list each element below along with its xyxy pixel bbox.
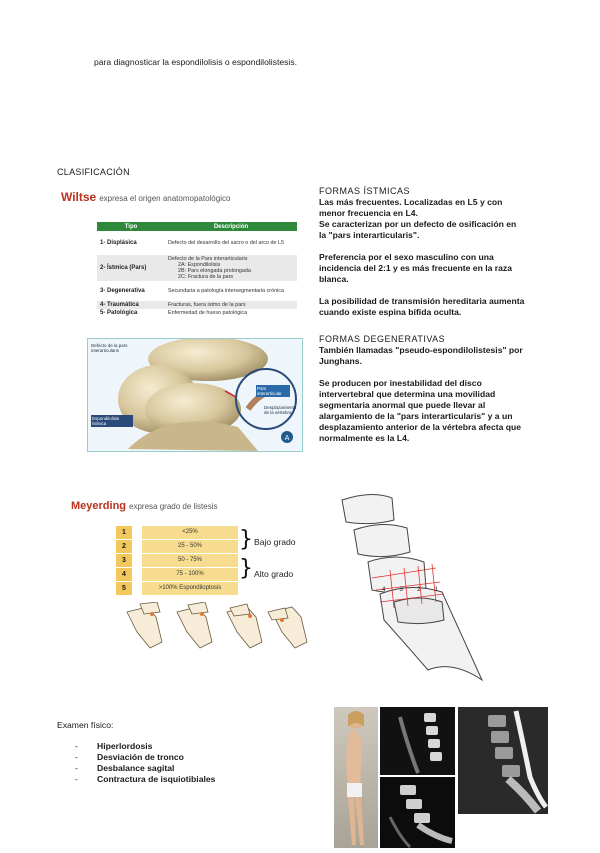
list-item: - Contractura de isquiotibiales <box>75 774 216 784</box>
paragraph: Se producen por inestabilidad del disco intervertebral que determina una movilidad segmentaria anormal que puede llevar al alargamiento de la "pars interarticularis" y a un desplazamiento anterior de la vértebra afecta que normalmente es la L4. <box>319 378 522 443</box>
table-cell: 1- Displásica <box>100 240 137 246</box>
paragraph: Preferencia por el sexo masculino con una incidencia del 2:1 y es más frecuente en la raza blanca. <box>319 252 512 284</box>
sacrum-number: 4 <box>382 587 386 593</box>
table-cell: Secundaria a patología intersegmentaria crónica <box>168 288 284 294</box>
section-title: CLASIFICACIÓN <box>57 167 130 177</box>
sacrum-grading-drawing <box>332 490 492 688</box>
spondylolysis-illustration <box>87 338 303 452</box>
label-desplazamiento: Desplazamiento de la vértebra <box>264 405 297 415</box>
grade-row: 5 >100% Espondiloptosis <box>116 582 238 595</box>
formas-degenerativas-block <box>319 334 551 444</box>
grade-row: 2 25 - 50% <box>116 540 238 553</box>
list-item: - Desbalance sagital <box>75 763 175 773</box>
table-cell: Enfermedad de hueso patológica <box>168 310 248 316</box>
paragraph: También llamadas "pseudo-espondilolistesis" por Junghans. <box>319 345 523 366</box>
list-item: - Hiperlordosis <box>75 741 153 751</box>
intro-text: para diagnosticar la espondilolisis o espondilolistesis. <box>94 57 298 67</box>
table-cell: 5- Patológica <box>100 310 138 316</box>
table-cell: Defecto de la Pars interarticularis 2A: Espondilolisis 2B: Pars elongada prolongada 2C: Fractura de la pars <box>165 255 297 281</box>
sacrum-grade-numbers <box>382 587 438 593</box>
col-descripcion: Descripción <box>165 222 297 231</box>
meyerding-title: Meyerding expresa grado de listesis <box>71 500 218 512</box>
wiltse-table <box>97 222 297 317</box>
slip-diagrams <box>122 602 312 652</box>
label-pars-defect: Defecto de la pars interarticularis <box>91 343 128 353</box>
list-item: - Desviación de tronco <box>75 752 184 762</box>
examen-block <box>57 720 257 785</box>
brace-bajo: } <box>239 527 253 552</box>
ct-scan-lower <box>380 777 455 848</box>
sacrum-number: 3 <box>399 587 403 593</box>
label-pars: Pars interarticular <box>256 385 290 397</box>
table-cell: Defecto del desarrollo del sacro o del arco de L5 <box>168 240 284 246</box>
table-cell: 2- Ístmica (Pars) <box>97 255 165 281</box>
grade-row: 1 <25% <box>116 526 238 539</box>
svg-text:A: A <box>284 434 290 442</box>
mri-scan <box>458 707 548 814</box>
meyerding-figure <box>68 498 326 658</box>
sacrum-number: 2 <box>417 587 421 593</box>
sacrum-number: 1 <box>434 587 438 593</box>
formas-istmicas-block <box>319 186 549 318</box>
formas-degenerativas-title: FORMAS DEGENERATIVAS <box>319 334 446 344</box>
formas-istmicas-title: FORMAS ÍSTMICAS <box>319 186 411 196</box>
paragraph: La posibilidad de transmisión hereditaria aumenta cuando existe espina bífida oculta. <box>319 296 525 317</box>
patient-photo <box>334 707 378 848</box>
table-cell: 4- Traumática <box>97 301 165 309</box>
table-cell: Fracturas, fuera istmo de la pars <box>165 301 297 309</box>
grade-row: 3 50 - 75% <box>116 554 238 567</box>
wiltse-title: Wiltse expresa el origen anatomopatológico <box>61 190 231 204</box>
paragraph: Las más frecuentes. Localizadas en L5 y con menor frecuencia en L4. Se caracterizan por un defecto de osificación en la "pars interarticularis". <box>319 197 517 240</box>
grade-row: 4 75 - 100% <box>116 568 238 581</box>
alto-grado-label: Alto grado <box>254 569 294 579</box>
examen-title: Examen físico: <box>57 720 114 730</box>
label-espondilolisis: Espondilolisis ístmica <box>91 415 133 427</box>
ct-scan-upper <box>380 707 455 775</box>
col-tipo: Tipo <box>97 222 165 231</box>
brace-alto: } <box>239 556 253 581</box>
bajo-grado-label: Bajo grado <box>254 537 296 547</box>
table-cell: 3- Degenerativa <box>100 288 145 294</box>
